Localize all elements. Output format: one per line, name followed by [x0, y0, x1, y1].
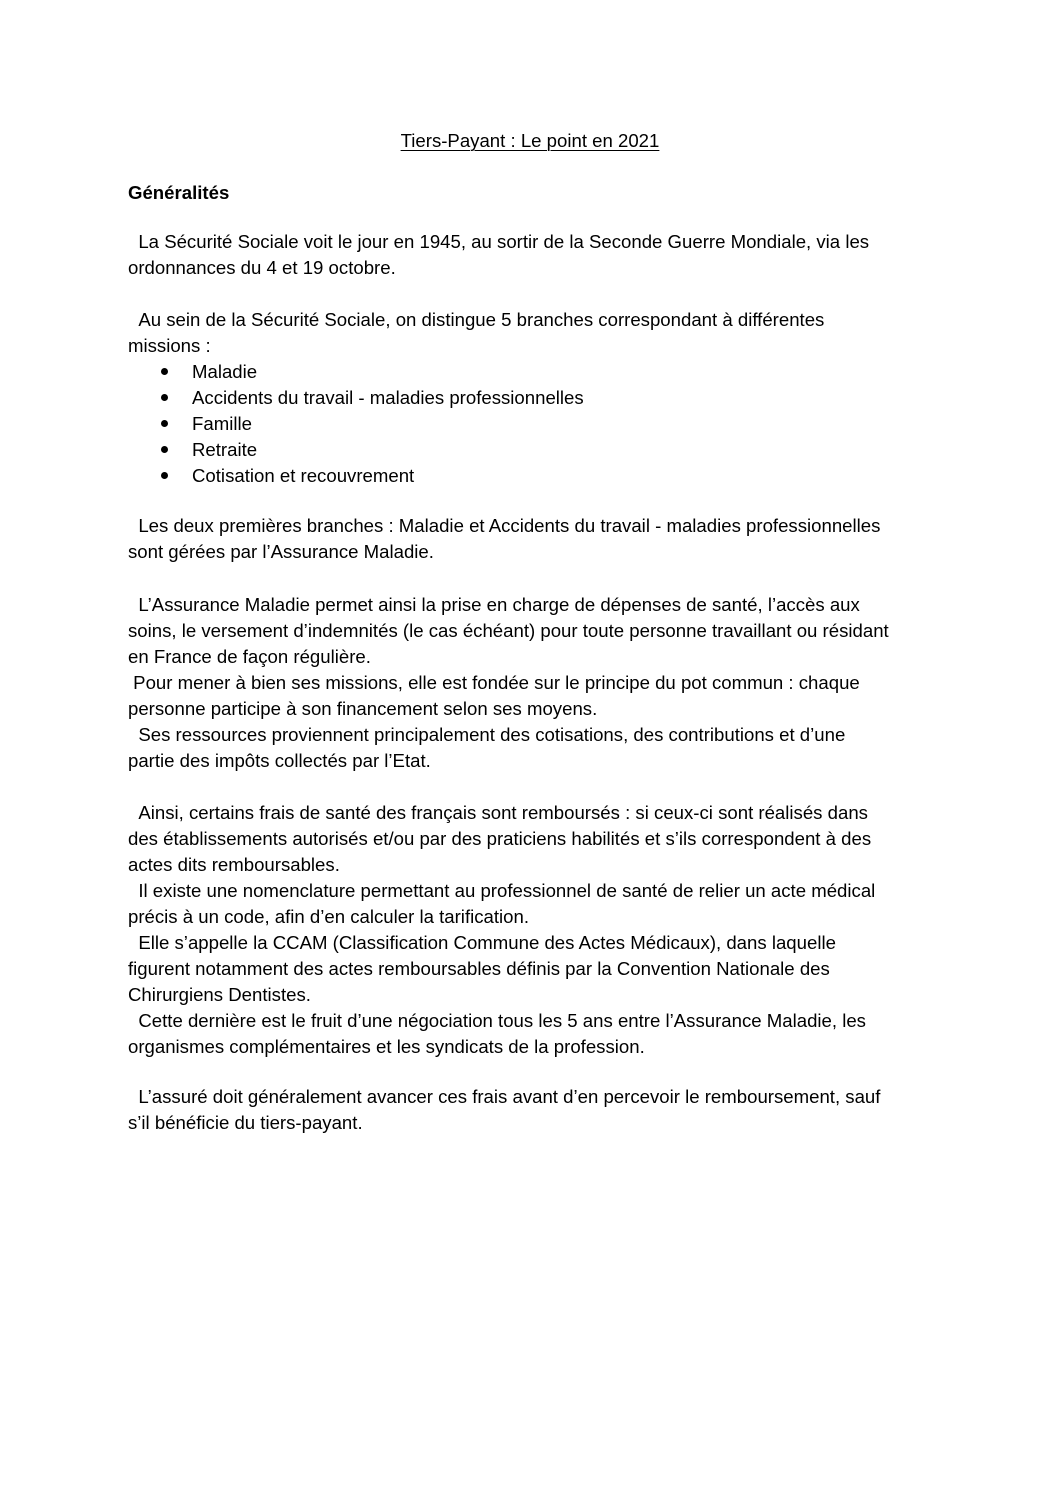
text-line: partie des impôts collectés par l’Etat. [128, 750, 431, 771]
text-line: soins, le versement d’indemnités (le cas échéant) pour toute personne travaillant ou résidant [128, 620, 889, 641]
text-line: s’il bénéficie du tiers-payant. [128, 1112, 363, 1133]
text-line: La Sécurité Sociale voit le jour en 1945, au sortir de la Seconde Guerre Mondiale, via les [128, 231, 870, 252]
section-heading: Généralités [128, 182, 230, 203]
text-line: Ainsi, certains frais de santé des français sont remboursés : si ceux-ci sont réalisés dans [128, 802, 868, 823]
text-line: Elle s’appelle la CCAM (Classification Commune des Actes Médicaux), dans laquelle [128, 932, 836, 953]
text-line: ordonnances du 4 et 19 octobre. [128, 257, 396, 278]
paragraph-4 [128, 592, 938, 774]
paragraph-2 [128, 307, 938, 359]
list-item: Maladie [128, 359, 584, 385]
text-line: L’assuré doit généralement avancer ces frais avant d’en percevoir le remboursement, sauf [128, 1086, 881, 1107]
list-item: Cotisation et recouvrement [128, 463, 584, 489]
list-item: Famille [128, 411, 584, 437]
text-line: en France de façon régulière. [128, 646, 371, 667]
text-line: Il existe une nomenclature permettant au professionnel de santé de relier un acte médical [128, 880, 876, 901]
text-line: Au sein de la Sécurité Sociale, on distingue 5 branches correspondant à différentes [128, 309, 825, 330]
text-line: missions : [128, 335, 211, 356]
branches-list [128, 359, 584, 489]
text-line: Ses ressources proviennent principalement des cotisations, des contributions et d’une [128, 724, 846, 745]
text-line: sont gérées par l’Assurance Maladie. [128, 541, 434, 562]
text-line: actes dits remboursables. [128, 854, 340, 875]
text-line: Chirurgiens Dentistes. [128, 984, 311, 1005]
text-line: personne participe à son financement selon ses moyens. [128, 698, 598, 719]
paragraph-5 [128, 800, 938, 1060]
paragraph-3 [128, 513, 938, 565]
text-line: des établissements autorisés et/ou par des praticiens habilités et s’ils correspondent à des [128, 828, 872, 849]
text-line: figurent notamment des actes remboursables définis par la Convention Nationale des [128, 958, 830, 979]
text-line: précis à un code, afin d’en calculer la tarification. [128, 906, 530, 927]
document-title: Tiers-Payant : Le point en 2021 [400, 130, 660, 151]
list-item: Accidents du travail - maladies professionnelles [128, 385, 584, 411]
paragraph-1 [128, 229, 938, 281]
paragraph-6 [128, 1084, 938, 1136]
text-line: Pour mener à bien ses missions, elle est fondée sur le principe du pot commun : chaque [128, 672, 860, 693]
text-line: Cette dernière est le fruit d’une négociation tous les 5 ans entre l’Assurance Maladie, les [128, 1010, 866, 1031]
text-line: organismes complémentaires et les syndicats de la profession. [128, 1036, 645, 1057]
text-line: L’Assurance Maladie permet ainsi la prise en charge de dépenses de santé, l’accès aux [128, 594, 860, 615]
list-item: Retraite [128, 437, 584, 463]
text-line: Les deux premières branches : Maladie et Accidents du travail - maladies professionnelles [128, 515, 881, 536]
